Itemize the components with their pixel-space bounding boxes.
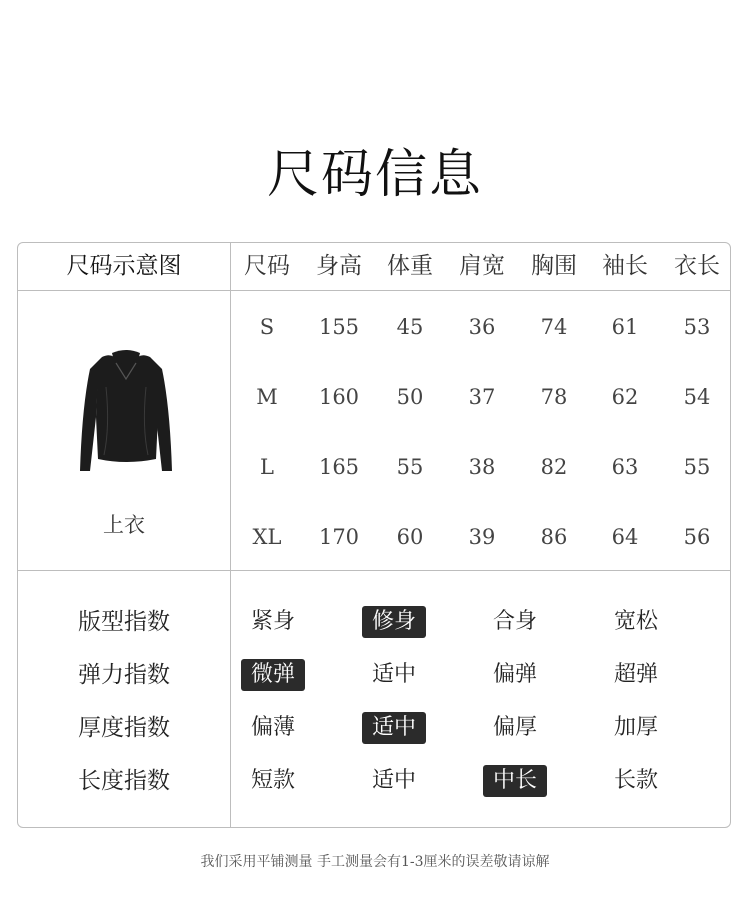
cell-shoulder: 36 <box>468 315 496 339</box>
fit-option-regular: 合身 <box>492 609 537 634</box>
size-diagram-header: 尺码示意图 <box>66 253 182 279</box>
length-option-short: 短款 <box>250 768 295 793</box>
cell-length: 54 <box>683 385 711 409</box>
fit-option-tight: 紧身 <box>250 609 295 634</box>
length-option-long: 长款 <box>613 768 658 793</box>
cell-size: S <box>259 315 275 339</box>
cell-sleeve: 63 <box>611 455 639 479</box>
size-table <box>17 242 731 828</box>
cell-bust: 78 <box>540 385 568 409</box>
length-option-regular: 适中 <box>371 768 416 793</box>
size-rows <box>231 291 731 570</box>
cell-height: 160 <box>318 385 360 409</box>
cell-size: XL <box>252 525 282 549</box>
cell-height: 170 <box>318 525 360 549</box>
stretch-option-slight: 微弹 <box>241 659 305 691</box>
cell-weight: 55 <box>396 455 424 479</box>
fit-option-slim: 修身 <box>362 606 426 638</box>
column-header-size: 尺码 <box>244 253 290 279</box>
fit-option-loose: 宽松 <box>613 609 658 634</box>
cell-size: L <box>260 455 274 479</box>
length-index-label: 长度指数 <box>78 768 170 794</box>
column-header-bust: 胸围 <box>531 253 577 279</box>
cell-sleeve: 64 <box>611 525 639 549</box>
column-header-height: 身高 <box>316 253 362 279</box>
cell-height: 165 <box>318 455 360 479</box>
cell-shoulder: 39 <box>468 525 496 549</box>
cell-weight: 60 <box>396 525 424 549</box>
section-divider <box>18 570 730 571</box>
cell-length: 55 <box>683 455 711 479</box>
stretch-option-super: 超弹 <box>613 662 658 687</box>
cell-size: M <box>256 385 278 409</box>
column-header-weight: 体重 <box>387 253 433 279</box>
cell-weight: 50 <box>396 385 424 409</box>
column-header-sleeve: 袖长 <box>602 253 648 279</box>
column-header-length: 衣长 <box>674 253 720 279</box>
column-header-shoulder: 肩宽 <box>459 253 505 279</box>
table-row-s <box>231 307 731 347</box>
cell-bust: 86 <box>540 525 568 549</box>
stretch-option-stretchy: 偏弹 <box>492 662 537 687</box>
table-row-m <box>231 377 731 417</box>
stretch-option-medium: 适中 <box>371 662 416 687</box>
cell-bust: 74 <box>540 315 568 339</box>
cell-sleeve: 61 <box>611 315 639 339</box>
fit-index-label: 版型指数 <box>78 609 170 635</box>
thickness-index-label: 厚度指数 <box>78 715 170 741</box>
table-row-xl <box>231 517 731 557</box>
thickness-option-medium: 适中 <box>362 712 426 744</box>
thickness-option-extra: 加厚 <box>613 715 658 740</box>
garment-label: 上衣 <box>103 513 145 537</box>
cell-length: 56 <box>683 525 711 549</box>
measurement-note: 我们采用平铺测量 手工测量会有1-3厘米的误差敬请谅解 <box>200 854 550 870</box>
table-row-l <box>231 447 731 487</box>
cell-sleeve: 62 <box>611 385 639 409</box>
thickness-option-thin: 偏薄 <box>250 715 295 740</box>
cell-height: 155 <box>318 315 360 339</box>
page-title: 尺码信息 <box>266 145 483 205</box>
thickness-option-thick: 偏厚 <box>492 715 537 740</box>
table-header-row <box>231 243 731 290</box>
cell-length: 53 <box>683 315 711 339</box>
length-option-midlength: 中长 <box>483 765 547 797</box>
top-garment-image <box>76 347 176 475</box>
cell-shoulder: 38 <box>468 455 496 479</box>
cell-weight: 45 <box>396 315 424 339</box>
cell-bust: 82 <box>540 455 568 479</box>
stretch-index-label: 弹力指数 <box>78 662 170 688</box>
cell-shoulder: 37 <box>468 385 496 409</box>
